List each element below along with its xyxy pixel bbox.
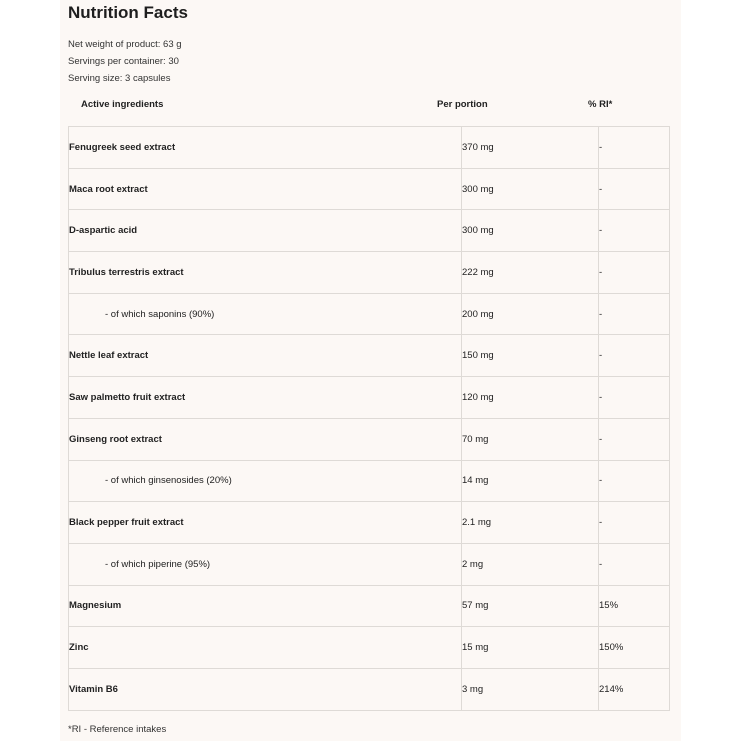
ingredient-name: Maca root extract [69, 168, 462, 210]
table-row [69, 293, 670, 335]
table-row [69, 377, 670, 419]
ri-value: - [599, 210, 670, 252]
product-meta [68, 36, 182, 87]
ri-value: - [599, 335, 670, 377]
ingredient-name: Tribulus terrestris extract [69, 252, 462, 294]
footnote: *RI - Reference intakes [68, 724, 167, 735]
per-portion-value: 57 mg [462, 585, 599, 627]
ri-value: - [599, 418, 670, 460]
ri-value: 150% [599, 627, 670, 669]
table-row [69, 335, 670, 377]
ingredient-name: Ginseng root extract [69, 418, 462, 460]
header-ri: % RI* [588, 99, 613, 110]
page-title: Nutrition Facts [68, 3, 188, 22]
ingredient-name: Vitamin B6 [69, 668, 462, 710]
per-portion-value: 120 mg [462, 377, 599, 419]
ri-value: 214% [599, 668, 670, 710]
ingredient-name: Saw palmetto fruit extract [69, 377, 462, 419]
table-row [69, 585, 670, 627]
ri-value: - [599, 252, 670, 294]
ingredient-name: Nettle leaf extract [69, 335, 462, 377]
per-portion-value: 14 mg [462, 460, 599, 502]
per-portion-value: 300 mg [462, 168, 599, 210]
per-portion-value: 15 mg [462, 627, 599, 669]
servings-per-container: Servings per container: 30 [68, 56, 179, 67]
per-portion-value: 222 mg [462, 252, 599, 294]
per-portion-value: 200 mg [462, 293, 599, 335]
serving-size: Serving size: 3 capsules [68, 73, 171, 84]
per-portion-value: 2.1 mg [462, 502, 599, 544]
ingredient-name: D-aspartic acid [69, 210, 462, 252]
per-portion-value: 370 mg [462, 127, 599, 169]
per-portion-value: 70 mg [462, 418, 599, 460]
per-portion-value: 150 mg [462, 335, 599, 377]
table-row [69, 460, 670, 502]
ri-value: - [599, 293, 670, 335]
ri-value: - [599, 168, 670, 210]
ingredient-name: Fenugreek seed extract [69, 127, 462, 169]
ri-value: - [599, 543, 670, 585]
table-row [69, 252, 670, 294]
net-weight: Net weight of product: 63 g [68, 39, 182, 50]
table-row [69, 668, 670, 710]
header-per-portion: Per portion [437, 99, 488, 110]
sub-ingredient-name: - of which ginsenosides (20%) [69, 460, 462, 502]
ri-value: - [599, 377, 670, 419]
ri-value: - [599, 127, 670, 169]
sub-ingredient-name: - of which piperine (95%) [69, 543, 462, 585]
table-row [69, 210, 670, 252]
per-portion-value: 2 mg [462, 543, 599, 585]
table-row [69, 543, 670, 585]
ri-value: - [599, 460, 670, 502]
table-row [69, 127, 670, 169]
ri-value: - [599, 502, 670, 544]
ingredient-name: Black pepper fruit extract [69, 502, 462, 544]
nutrition-table-body [69, 127, 670, 711]
sub-ingredient-name: - of which saponins (90%) [69, 293, 462, 335]
ri-value: 15% [599, 585, 670, 627]
per-portion-value: 3 mg [462, 668, 599, 710]
header-active-ingredients: Active ingredients [81, 99, 164, 110]
table-row [69, 168, 670, 210]
per-portion-value: 300 mg [462, 210, 599, 252]
table-row [69, 418, 670, 460]
nutrition-table [68, 126, 670, 711]
table-row [69, 502, 670, 544]
table-header [68, 96, 670, 114]
ingredient-name: Zinc [69, 627, 462, 669]
ingredient-name: Magnesium [69, 585, 462, 627]
table-row [69, 627, 670, 669]
